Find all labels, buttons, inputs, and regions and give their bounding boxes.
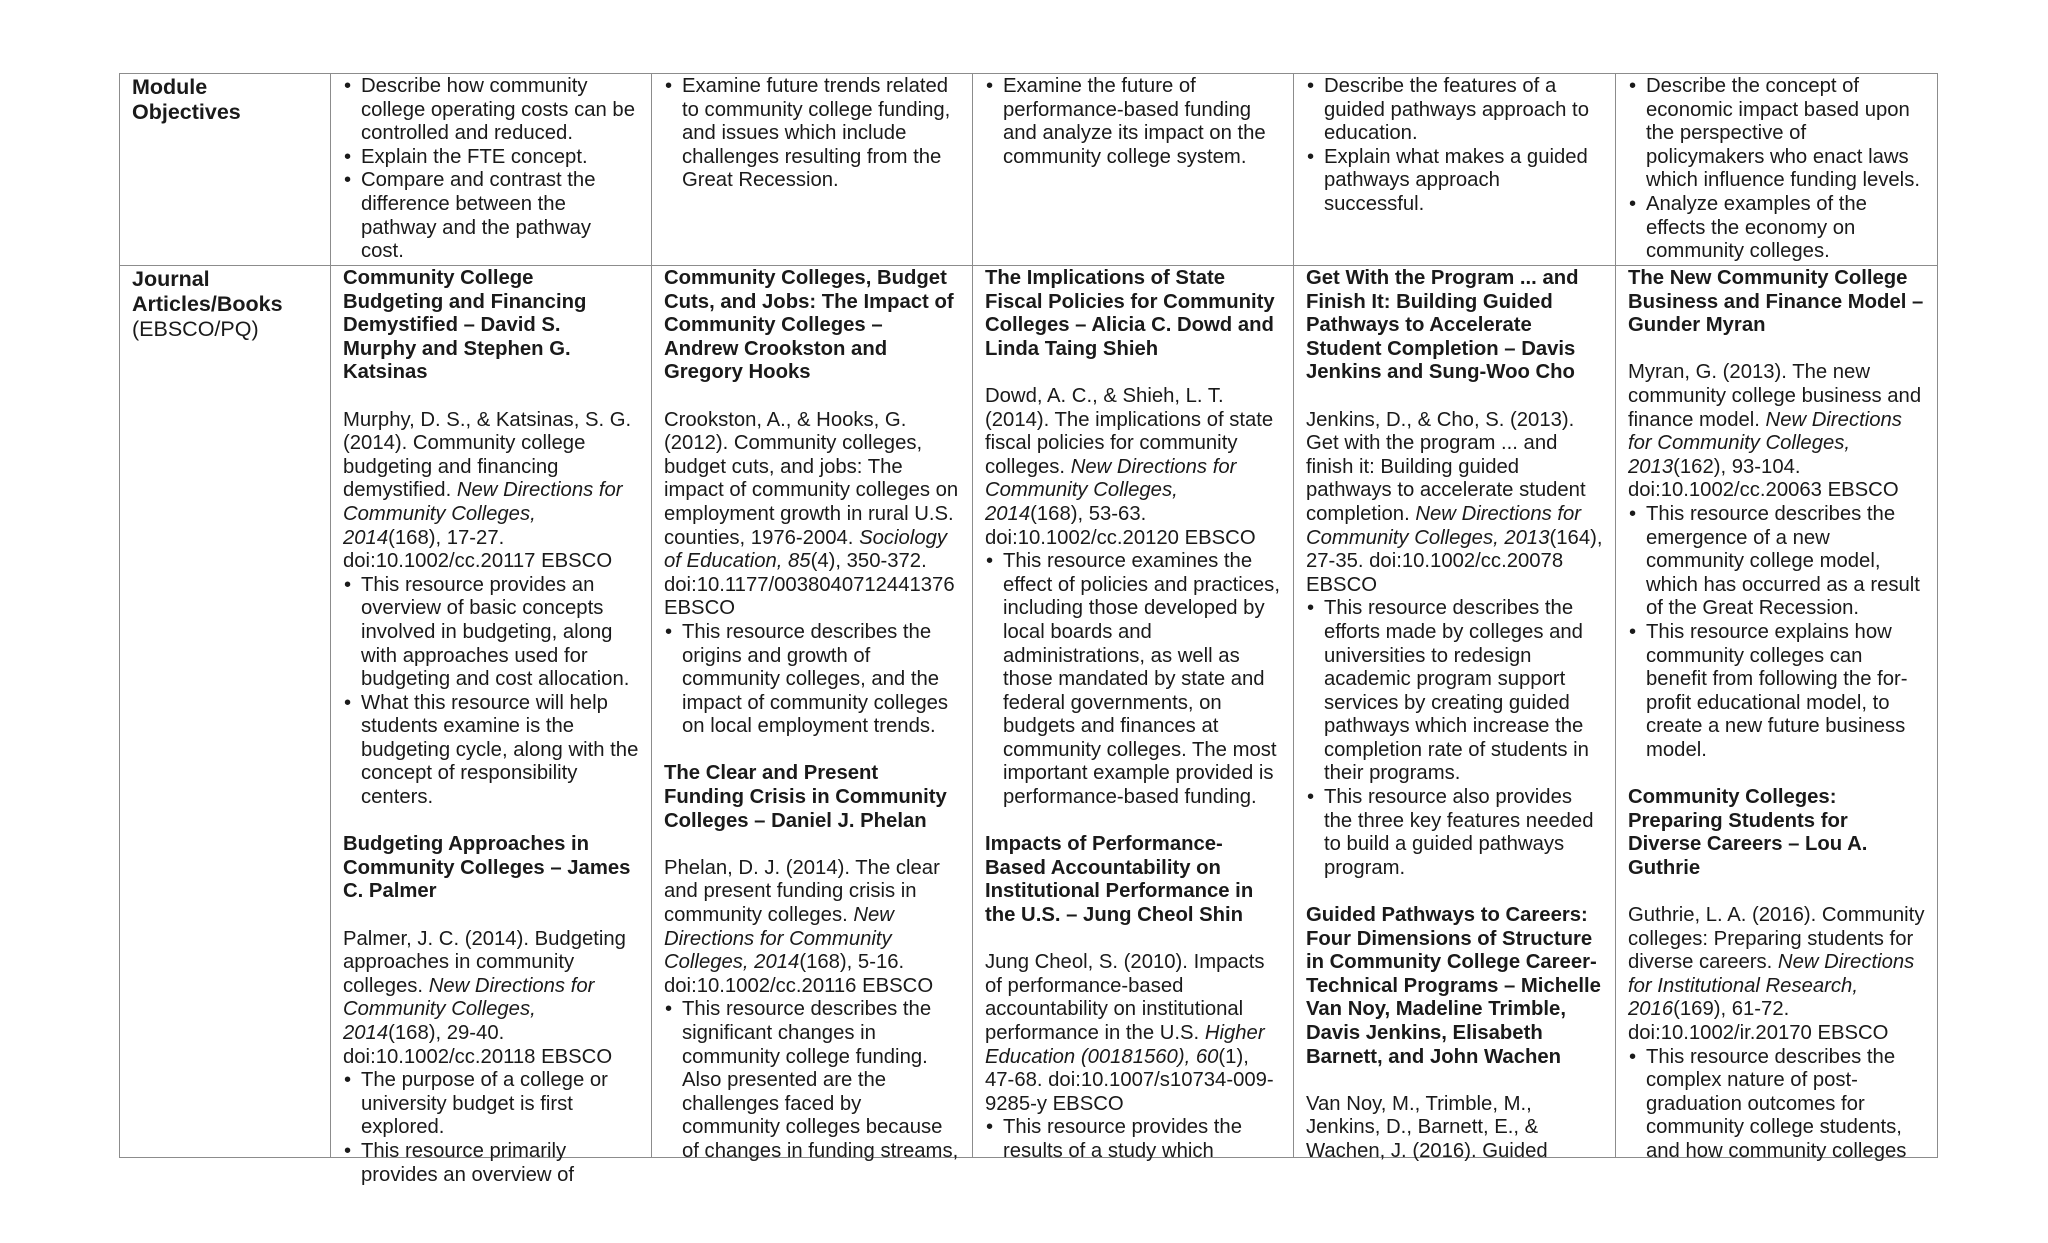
journal-entry	[664, 762, 960, 1163]
entry-bullet: • This resource describes the origins and growth of community colleges, and the impact of community colleges on local employment trends.	[682, 621, 960, 739]
citation-text: Palmer, J. C. (2014). Budgeting approaches in community colleges.	[343, 927, 626, 997]
entry-title: The New Community College Business and Finance Model – Gunder Myran	[1628, 267, 1924, 337]
citation-journal: Sociology of Education, 85	[664, 526, 948, 573]
entry-bullet: • This resource also provides the three key features needed to build a guided pathways program.	[1324, 786, 1603, 880]
citation	[1306, 409, 1603, 598]
citation-journal: New Directions for Community Colleges, 2013	[1628, 408, 1902, 478]
objectives-label-line2: Objectives	[132, 100, 241, 124]
journal-entry	[1306, 904, 1603, 1164]
objective-item: • Explain the FTE concept.	[361, 146, 639, 170]
objectives-cell	[331, 74, 652, 266]
entry-title: Community Colleges, Budget Cuts, and Jobs: The Impact of Community Colleges – Andrew Crookston and Gregory Hooks	[664, 267, 954, 384]
objectives-cell	[973, 74, 1294, 266]
citation-details: (1), 47-68. doi:10.1007/s10734-009-9285-y EBSCO	[985, 1045, 1274, 1115]
citation-text: Murphy, D. S., & Katsinas, S. G. (2014). Community college budgeting and financing demystified.	[343, 408, 632, 502]
citation-details: (169), 61-72. doi:10.1002/ir.20170 EBSCO	[1628, 998, 1889, 1044]
entry-bullet: • This resource describes the complex nature of post-graduation outcomes for community college students, and how community colleges	[1646, 1046, 1925, 1164]
citation-journal: New Directions for Community Colleges, 2014	[664, 904, 894, 974]
citation	[664, 857, 960, 999]
journals-label-sub: (EBSCO/PQ)	[132, 317, 259, 341]
journal-column	[1628, 267, 1925, 1162]
journals-label-cell	[120, 266, 331, 1158]
objective-item: • Analyze examples of the effects the economy on community colleges.	[1646, 193, 1925, 264]
objective-list	[985, 75, 1281, 169]
entry-bullets	[343, 1069, 639, 1187]
entry-bullet: • This resource provides the results of a study which	[1003, 1116, 1281, 1163]
entry-bullet: • The purpose of a college or university budget is first explored.	[361, 1069, 639, 1140]
citation-text: Guthrie, L. A. (2016). Community colleges: Preparing students for diverse careers.	[1628, 904, 1925, 974]
objective-list	[664, 75, 960, 193]
citation-text: Jung Cheol, S. (2010). Impacts of performance-based accountability on institutional performance in the U.S.	[985, 951, 1265, 1044]
entry-title: Community Colleges: Preparing Students for Diverse Careers – Lou A. Guthrie	[1628, 786, 1868, 879]
entry-bullets	[664, 621, 960, 739]
journal-entry	[985, 267, 1281, 810]
journal-column	[985, 267, 1281, 1162]
entry-bullets	[1628, 1046, 1925, 1164]
citation	[1306, 1093, 1603, 1164]
citation	[664, 409, 960, 621]
citation-journal: New Directions for Community Colleges, 2014	[985, 455, 1237, 525]
entry-bullets	[1628, 503, 1925, 763]
journals-cell	[973, 266, 1294, 1162]
objective-item: • Describe how community college operating costs can be controlled and reduced.	[361, 75, 639, 146]
citation-text: Jenkins, D., & Cho, S. (2013). Get with the program ... and finish it: Building guided pathways to accelerate student completion.	[1306, 408, 1586, 525]
journal-entry	[343, 833, 639, 1187]
objectives-row	[120, 74, 1938, 266]
journal-entry	[1306, 267, 1603, 880]
citation	[343, 409, 639, 574]
objective-item: • Explain what makes a guided pathways approach successful.	[1324, 146, 1603, 217]
journals-cell	[331, 266, 652, 1186]
journals-label-line2: Articles/Books	[132, 292, 283, 316]
entry-bullet: • This resource describes the significant changes in community college funding. Also presented are the challenges faced by community colleges because of changes in funding streams,	[682, 998, 960, 1163]
citation-text: Myran, G. (2013). The new community college business and finance model.	[1628, 361, 1922, 431]
entry-bullet: • This resource primarily provides an overview of	[361, 1140, 639, 1187]
citation-journal: New Directions for Community Colleges, 2014	[343, 479, 623, 549]
objective-item: • Examine the future of performance-based funding and analyze its impact on the community college system.	[1003, 75, 1281, 169]
entry-bullets	[343, 574, 639, 810]
citation-details: (168), 29-40. doi:10.1002/cc.20118 EBSCO	[343, 1022, 613, 1068]
objective-item: • Describe the concept of economic impact based upon the perspective of policymakers who enact laws which influence funding levels.	[1646, 75, 1925, 193]
entry-title: Guided Pathways to Careers: Four Dimensions of Structure in Community College Career-Technical Programs – Michelle Van Noy, Madeline Trimble, Davis Jenkins, Elisabeth Barnett, and John Wachen	[1306, 904, 1601, 1068]
objectives-cell	[652, 74, 973, 266]
citation	[1628, 904, 1925, 1046]
objectives-label-cell	[120, 74, 331, 266]
citation-details: (162), 93-104. doi:10.1002/cc.20063 EBSCO	[1628, 455, 1899, 502]
entry-bullet: • This resource describes the emergence of a new community college model, which has occurred as a result of the Great Recession.	[1646, 503, 1925, 621]
journal-entry	[1628, 267, 1925, 762]
citation-details: (168), 53-63. doi:10.1002/cc.20120 EBSCO	[985, 502, 1256, 549]
citation-details: (164), 27-35. doi:10.1002/cc.20078 EBSCO	[1306, 526, 1603, 596]
citation-text: Dowd, A. C., & Shieh, L. T. (2014). The implications of state fiscal policies for community colleges.	[985, 384, 1274, 478]
entry-bullets	[985, 550, 1281, 810]
entry-bullets	[1306, 597, 1603, 880]
journal-column	[343, 267, 639, 1186]
citation-details: (168), 17-27. doi:10.1002/cc.20117 EBSCO	[343, 526, 613, 573]
journals-cell	[1294, 266, 1616, 1162]
entry-bullets	[664, 998, 960, 1163]
entry-title: The Implications of State Fiscal Policies for Community Colleges – Alicia C. Dowd and Linda Taing Shieh	[985, 267, 1275, 360]
entry-bullets	[985, 1116, 1281, 1163]
citation-journal: New Directions for Institutional Research, 2016	[1628, 951, 1915, 1021]
entry-bullet: • What this resource will help students examine is the budgeting cycle, along with the concept of responsibility centers.	[361, 692, 639, 810]
entry-title: Community College Budgeting and Financing Demystified – David S. Murphy and Stephen G. Katsinas	[343, 267, 587, 384]
citation	[985, 951, 1281, 1116]
objectives-cell	[1616, 74, 1938, 266]
citation	[1628, 361, 1925, 503]
citation-details: (168), 5-16. doi:10.1002/cc.20116 EBSCO	[664, 951, 934, 997]
journals-label-line1: Journal	[132, 267, 210, 291]
citation-text: Phelan, D. J. (2014). The clear and present funding crisis in community colleges.	[664, 856, 940, 927]
journal-entry	[985, 833, 1281, 1163]
journal-entry	[343, 267, 639, 810]
entry-title: Budgeting Approaches in Community Colleges – James C. Palmer	[343, 833, 631, 903]
objective-list	[1628, 75, 1925, 264]
journals-cell	[1616, 266, 1938, 1162]
citation-journal: New Directions for Community Colleges, 2013	[1306, 502, 1582, 549]
entry-bullet: • This resource explains how community colleges can benefit from following the for-profit educational model, to create a new future business model.	[1646, 621, 1925, 763]
journal-column	[664, 267, 960, 1162]
entry-title: The Clear and Present Funding Crisis in Community Colleges – Daniel J. Phelan	[664, 762, 947, 832]
journal-column	[1306, 267, 1603, 1162]
objective-list	[1306, 75, 1603, 217]
objective-item: • Compare and contrast the difference between the pathway and the pathway cost.	[361, 169, 639, 263]
entry-bullet: • This resource provides an overview of basic concepts involved in budgeting, along with approaches used for budgeting and cost allocation.	[361, 574, 639, 692]
entry-title: Impacts of Performance-Based Accountability on Institutional Performance in the U.S. – Jung Cheol Shin	[985, 833, 1254, 927]
entry-bullet: • This resource describes the efforts made by colleges and universities to redesign academic program support services by creating guided pathways which increase the completion rate of students in their programs.	[1324, 597, 1603, 786]
citation-journal: New Directions for Community Colleges, 2014	[343, 974, 595, 1044]
objective-item: • Describe the features of a guided pathways approach to education.	[1324, 75, 1603, 146]
objective-item: • Examine future trends related to community college funding, and issues which include challenges resulting from the Great Recession.	[682, 75, 960, 193]
journal-entry	[664, 267, 960, 739]
citation-details: (4), 350-372. doi:10.1177/0038040712441376 EBSCO	[664, 550, 955, 620]
citation-text: Crookston, A., & Hooks, G. (2012). Community colleges, budget cuts, and jobs: The impact of community colleges on employment growth in rural U.S. counties, 1976-2004.	[664, 408, 959, 549]
journals-row	[120, 266, 1938, 1158]
objective-list	[343, 75, 639, 264]
journal-entry	[1628, 786, 1925, 1164]
citation	[985, 385, 1281, 550]
citation-journal: Higher Education (00181560), 60	[985, 1022, 1265, 1068]
objectives-label-line1: Module	[132, 75, 208, 99]
objectives-cell	[1294, 74, 1616, 266]
curriculum-table	[119, 73, 1938, 1186]
entry-title: Get With the Program ... and Finish It: Building Guided Pathways to Accelerate Student Completion – Davis Jenkins and Sung-Woo Cho	[1306, 267, 1579, 384]
citation	[343, 928, 639, 1070]
citation-text: Van Noy, M., Trimble, M., Jenkins, D., Barnett, E., & Wachen, J. (2016). Guided	[1306, 1092, 1548, 1162]
entry-bullet: • This resource examines the effect of policies and practices, including those developed by local boards and administrations, as well as those mandated by state and federal governments, on budgets and finances at community colleges. The most important example provided is performance-based funding.	[1003, 550, 1281, 810]
journals-cell	[652, 266, 973, 1162]
